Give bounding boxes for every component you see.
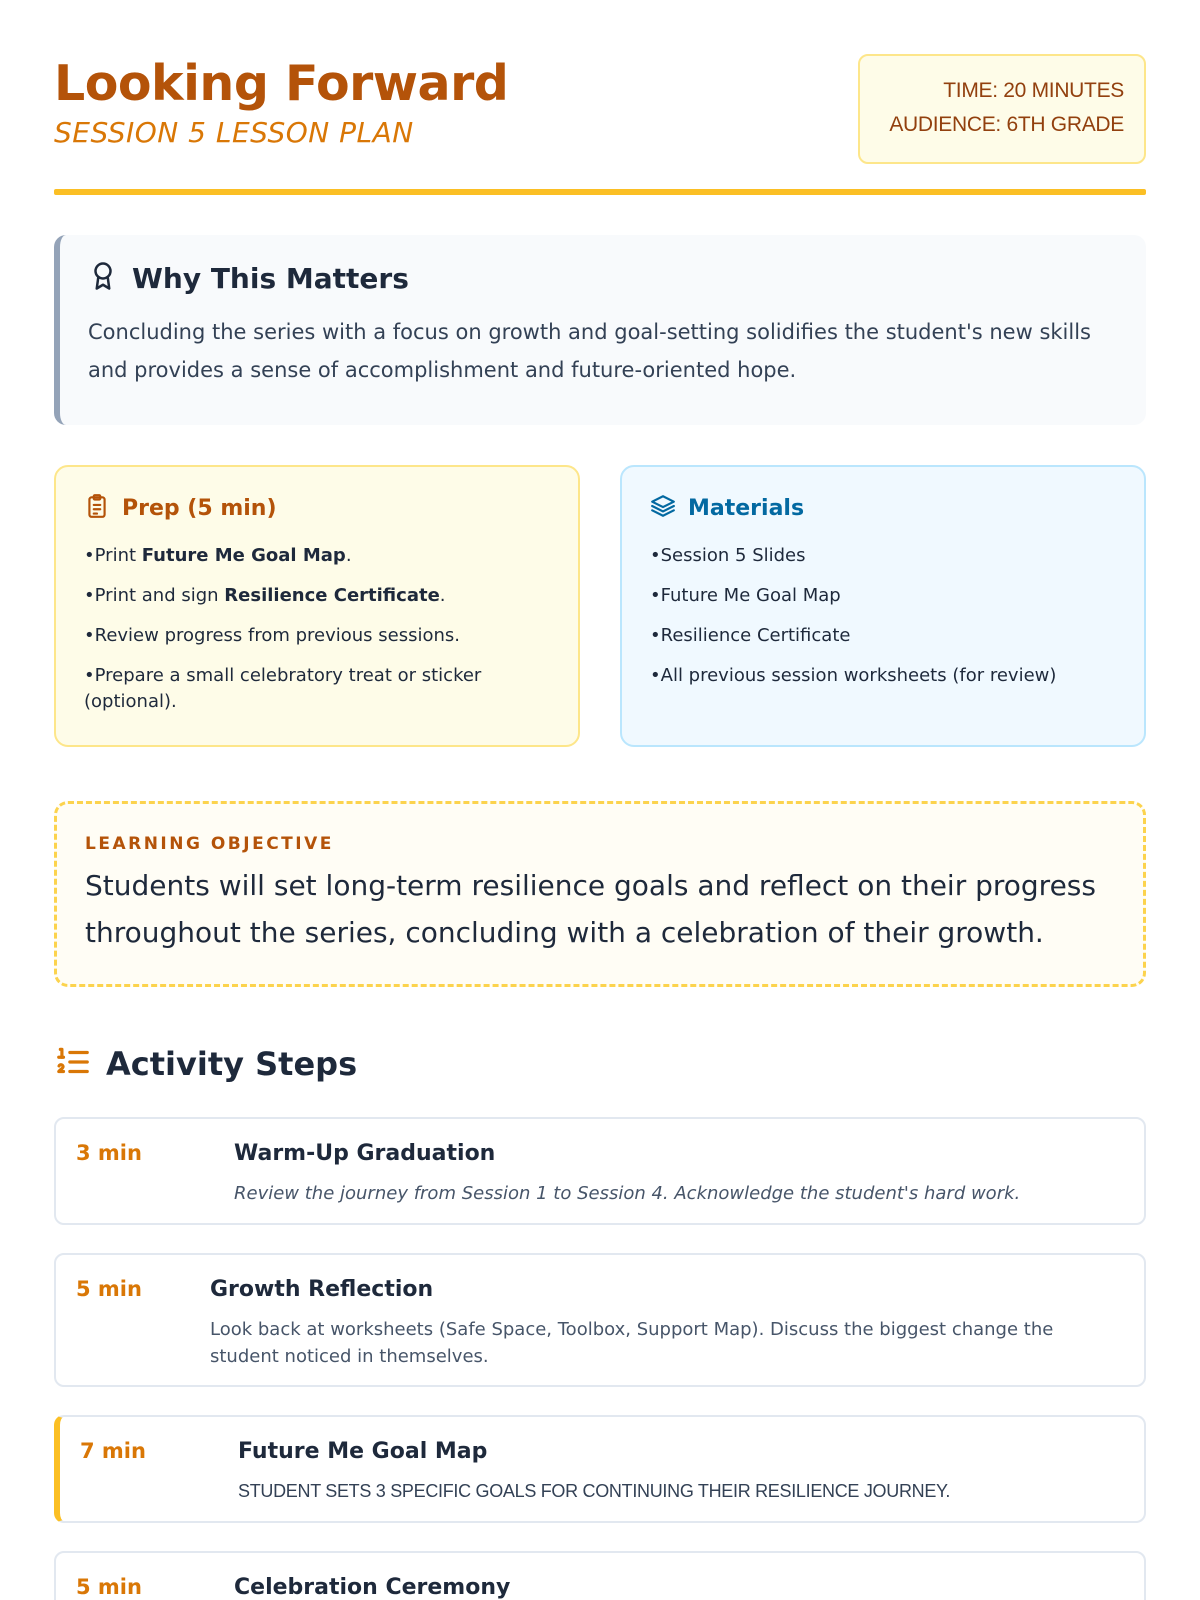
header-divider: [54, 189, 1146, 195]
objective-text: Students will set long-term resilience goals and reflect on their progress throughout the series, concluding with a celebration of their growth.: [85, 869, 1096, 949]
session-audience: AUDIENCE: 6TH GRADE: [889, 113, 1124, 136]
numbered-list-icon: [54, 1043, 92, 1085]
prep-list: [84, 543, 550, 715]
page-subtitle: SESSION 5 LESSON PLAN: [54, 116, 414, 149]
step-duration: 7 min: [80, 1439, 146, 1463]
step-description: STUDENT SETS 3 SPECIFIC GOALS FOR CONTINUING THEIR RESILIENCE JOURNEY.: [238, 1481, 951, 1501]
step-title: Celebration Ceremony: [234, 1575, 511, 1600]
header: [54, 54, 1146, 189]
step-duration: 3 min: [76, 1141, 142, 1165]
activity-step: [54, 1253, 1146, 1387]
activity-header: [54, 1043, 1146, 1085]
materials-item: • Future Me Goal Map: [650, 583, 1116, 609]
title-block: [54, 54, 508, 149]
step-body: [234, 1141, 1122, 1203]
layers-icon: [650, 493, 676, 523]
activity-step-highlighted: [54, 1415, 1146, 1523]
step-body: [210, 1277, 1122, 1365]
materials-header: [650, 493, 1116, 523]
award-ribbon-icon: [88, 261, 118, 295]
materials-item: • Session 5 Slides: [650, 543, 1116, 569]
prep-item: • Review progress from previous sessions.: [84, 623, 550, 649]
materials-card: [620, 465, 1146, 747]
why-text: Concluding the series with a focus on growth and goal-setting solidifies the student's new skills and provides a sense of accomplishment and future-oriented hope.: [88, 320, 1091, 382]
objective-label: LEARNING OBJECTIVE: [85, 834, 334, 854]
step-description: Review the journey from Session 1 to Session 4. Acknowledge the student's hard work.: [234, 1183, 1021, 1204]
prep-item: • Prepare a small celebratory treat or sticker (optional).: [84, 663, 550, 715]
session-time: TIME: 20 MINUTES: [943, 79, 1124, 102]
step-duration: 5 min: [76, 1277, 142, 1301]
step-duration: 5 min: [76, 1575, 142, 1599]
step-title: Growth Reflection: [210, 1277, 434, 1302]
prep-card: [54, 465, 580, 747]
materials-item: • All previous session worksheets (for review): [650, 663, 1116, 689]
learning-objective-box: [54, 801, 1146, 987]
step-title: Future Me Goal Map: [238, 1439, 488, 1464]
prep-materials-row: [54, 465, 1146, 747]
prep-header: [84, 493, 550, 523]
materials-list: [650, 543, 1116, 689]
materials-item: • Resilience Certificate: [650, 623, 1116, 649]
step-body: [234, 1575, 1122, 1600]
session-meta-box: [858, 54, 1146, 164]
why-this-matters-card: [54, 235, 1146, 425]
page-title: Looking Forward: [54, 55, 509, 112]
step-body: [238, 1439, 1122, 1501]
why-title: Why This Matters: [132, 261, 409, 295]
activity-step: [54, 1117, 1146, 1225]
clipboard-icon: [84, 493, 110, 523]
activity-step: [54, 1551, 1146, 1600]
activity-title: Activity Steps: [106, 1045, 358, 1083]
why-header: [88, 261, 1118, 295]
prep-item: • Print Future Me Goal Map.: [84, 543, 550, 569]
step-title: Warm-Up Graduation: [234, 1141, 496, 1166]
prep-item: • Print and sign Resilience Certificate.: [84, 583, 550, 609]
materials-title: Materials: [688, 495, 805, 521]
prep-title: Prep (5 min): [122, 495, 277, 521]
activity-steps-list: [54, 1117, 1146, 1600]
step-description: Look back at worksheets (Safe Space, Toolbox, Support Map). Discuss the biggest change the student noticed in themselves.: [210, 1319, 1054, 1367]
